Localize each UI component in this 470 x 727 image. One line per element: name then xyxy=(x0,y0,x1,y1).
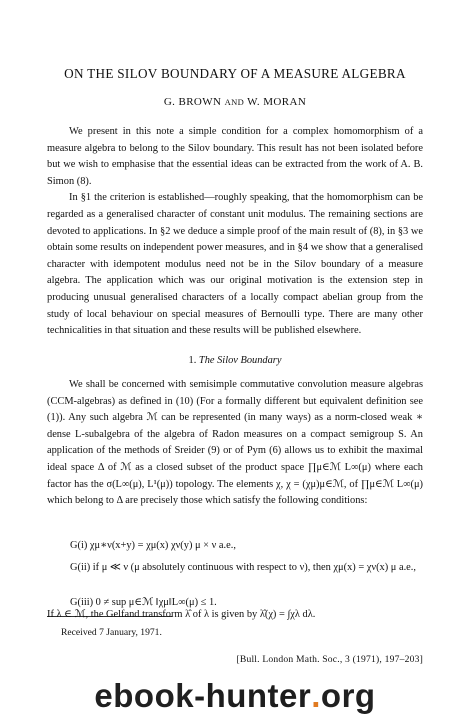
condition-gii: G(ii) if μ ≪ ν (μ absolutely continuous with respect to ν), then χμ(x) = χν(x) μ a.e., xyxy=(70,562,416,573)
section-body xyxy=(47,377,423,510)
condition-giii: G(iii) 0 ≠ sup μ∈ℳ ‖χμ‖L∞(μ) ≤ 1. xyxy=(70,597,217,608)
journal-citation: [Bull. London Math. Soc., 3 (1971), 197–203] xyxy=(236,654,423,665)
section-heading xyxy=(0,355,470,366)
watermark-left: ebook xyxy=(94,677,195,714)
section-number: 1. xyxy=(188,355,197,366)
watermark-logo xyxy=(0,676,470,716)
watermark-mid: -hunter xyxy=(194,677,312,714)
author-first: G. BROWN xyxy=(163,96,222,108)
paper-title: ON THE SILOV BOUNDARY OF A MEASURE ALGEBRA xyxy=(64,66,406,81)
introduction xyxy=(47,124,423,340)
author-second: W. MORAN xyxy=(247,96,307,108)
author-conjunction: AND xyxy=(224,97,245,107)
gelfand-transform-line: If λ ∈ ℳ, the Gelfand transform λ̂ of λ is given by λ̂(χ) = ∫χλ dλ. xyxy=(47,609,316,620)
intro-paragraph-1: We present in this note a simple condition for a complex homomorphism of a measure algebra to belong to the Silov boundary. This result has not been isolated before but we wish to emphasise that the essential ideas can be extracted from the work of A. B. Simon (8). xyxy=(47,126,423,187)
watermark-right: org xyxy=(320,677,376,714)
condition-gi: G(i) χμ∗ν(x+y) = χμ(x) χν(y) μ × ν a.e., xyxy=(70,540,236,551)
section-title: The Silov Boundary xyxy=(198,355,282,366)
section-paragraph: We shall be concerned with semisimple commutative convolution measure algebras (CCM-algebras) as defined in (10) (For a formally different but equivalent definition see (1)). Any such algebra ℳ can be represented (in many ways) as a norm-closed weak ∗ dense L-subalgebra of the algebra of Radon measures on a compact semigroup S. An application of the methods of Sreider (9) or of Pym (6) allows us to exhibit the maximal ideal space Δ of ℳ as a closed subset of the product space ∏μ∈ℳ L∞(μ) where each factor has the σ(L∞(μ), L¹(μ)) topology. The elements χ, χ = (χμ)μ∈ℳ, of ∏μ∈ℳ L∞(μ) which belong to Δ are precisely those which satisfy the following conditions: xyxy=(47,379,423,507)
author-line xyxy=(0,96,470,108)
watermark-dot: . xyxy=(311,677,321,714)
intro-paragraph-2: In §1 the criterion is established—roughly speaking, that the homomorphism can be regarded as a generalised character of constant unit modulus. The remaining sections are devoted to applications. In §2 we deduce a simple proof of the main result of (8), in §3 we obtain some results on independent power measures, and in §4 we show that a generalised character with idempotent modulus need not be in the Silov boundary of a measure algebra. The application which was our original motivation is the extension step in producing unusual generalised characters of a locally compact abelian group from the study of local behaviour on special measures of Bernoulli type. There are many other technicalities in that situation and these results will be published elsewhere. xyxy=(47,192,423,337)
received-date: Received 7 January, 1971. xyxy=(61,627,162,638)
